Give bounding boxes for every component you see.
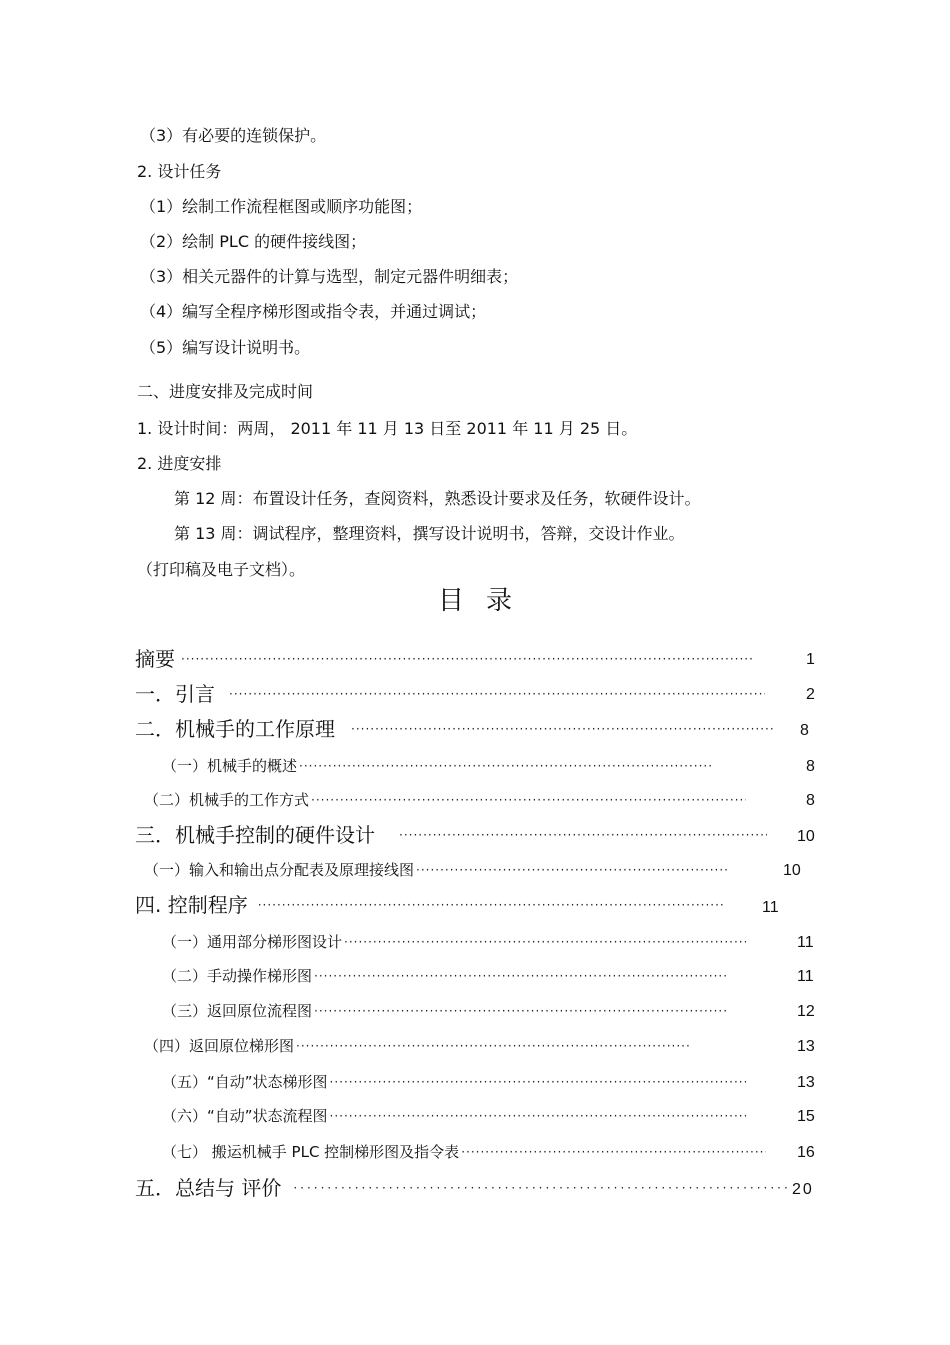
toc-entry-page: 8 — [806, 792, 815, 809]
toc-entry-page: 20 — [792, 1181, 814, 1198]
toc-entry-label: （二）机械手的工作方式 — [144, 791, 310, 809]
design-task-heading: 2. 设计任务 — [137, 162, 222, 181]
toc-entry-label: （四）返回原位梯形图 — [144, 1037, 295, 1055]
toc-entry-label: （三）返回原位流程图 — [162, 1002, 313, 1020]
toc-entry-label: （一）输入和输出点分配表及原理接线图 — [144, 861, 415, 879]
toc-entry-label: （五）“自动”状态梯形图 — [162, 1073, 328, 1091]
toc-entry — [162, 966, 728, 986]
toc-entry — [135, 647, 755, 671]
toc-entry-page: 8 — [800, 722, 809, 739]
toc-entry — [162, 1142, 766, 1162]
toc-dot-leader — [330, 1106, 746, 1126]
toc-entry-page: 11 — [797, 968, 814, 985]
toc-entry-page: 13 — [797, 1074, 815, 1091]
toc-dot-leader — [293, 1176, 791, 1200]
schedule-week-12: 第 12 周：布置设计任务，查阅资料，熟悉设计要求及任务，软硬件设计。 — [174, 489, 701, 508]
task-item-2-wiring: （2）绘制 PLC 的硬件接线图； — [140, 232, 367, 251]
toc-dot-leader — [258, 893, 725, 917]
toc-dot-leader — [344, 932, 746, 952]
toc-dot-leader — [330, 1072, 746, 1092]
toc-entry — [162, 756, 712, 776]
toc-entry — [144, 1036, 692, 1056]
task-item-3-interlock: （3）有必要的连锁保护。 — [140, 126, 327, 145]
toc-entry — [135, 893, 725, 917]
task-item-5-manual: （5）编写设计说明书。 — [140, 338, 311, 357]
toc-entry-page: 10 — [783, 862, 801, 879]
toc-entry — [162, 1072, 746, 1092]
toc-entry-label: （二）手动操作梯形图 — [162, 967, 313, 985]
toc-entry-label: 三．机械手控制的硬件设计 — [135, 823, 375, 847]
schedule-heading: 二、进度安排及完成时间 — [137, 382, 314, 401]
toc-entry-page: 13 — [797, 1038, 815, 1055]
toc-dot-leader — [314, 1001, 728, 1021]
schedule-week-13: 第 13 周：调试程序，整理资料，撰写设计说明书，答辩，交设计作业。 — [174, 524, 685, 543]
toc-dot-leader — [299, 756, 712, 776]
toc-entry — [162, 932, 746, 952]
toc-entry-label: （七） 搬运机械手 PLC 控制梯形图及指令表 — [162, 1143, 460, 1161]
toc-dot-leader — [229, 682, 765, 706]
toc-entry-page: 8 — [806, 758, 815, 775]
toc-title: 目录 — [437, 586, 534, 616]
toc-entry-page: 16 — [797, 1144, 815, 1161]
toc-entry — [144, 790, 746, 810]
toc-entry — [144, 860, 728, 880]
toc-dot-leader — [461, 1142, 766, 1162]
toc-dot-leader — [311, 790, 746, 810]
toc-dot-leader — [296, 1036, 692, 1056]
toc-dot-leader — [314, 966, 728, 986]
toc-dot-leader — [181, 647, 755, 671]
toc-entry-page: 11 — [797, 934, 814, 951]
toc-entry-label: 二．机械手的工作原理 — [135, 717, 335, 741]
toc-entry-label: （一）机械手的概述 — [162, 757, 298, 775]
toc-entry-label: 五．总结与 评价 — [135, 1176, 282, 1200]
toc-dot-leader — [351, 717, 773, 741]
toc-entry-label: （六）“自动”状态流程图 — [162, 1107, 328, 1125]
toc-entry — [135, 1176, 791, 1200]
toc-entry-page: 1 — [806, 651, 815, 668]
task-item-4-ladder: （4）编写全程序梯形图或指令表，并通过调试； — [140, 302, 487, 321]
toc-entry-page: 12 — [797, 1003, 815, 1020]
task-item-1-flowchart: （1）绘制工作流程框图或顺序功能图； — [140, 197, 423, 216]
toc-entry-label: 一．引言 — [135, 682, 215, 706]
toc-dot-leader — [399, 823, 767, 847]
toc-entry — [162, 1106, 746, 1126]
task-item-3-components: （3）相关元器件的计算与选型，制定元器件明细表； — [140, 267, 519, 286]
toc-dot-leader — [416, 860, 728, 880]
toc-entry — [135, 823, 767, 847]
toc-entry-label: 摘要 — [135, 647, 175, 671]
toc-entry — [162, 1001, 728, 1021]
toc-entry — [135, 717, 773, 741]
toc-entry-page: 11 — [762, 899, 779, 916]
toc-entry-page: 2 — [806, 686, 815, 703]
toc-entry — [135, 682, 765, 706]
schedule-arrange-heading: 2. 进度安排 — [137, 454, 222, 473]
schedule-note: （打印稿及电子文档）。 — [137, 560, 306, 579]
schedule-time-line: 1. 设计时间：两周， 2011 年 11 月 13 日至 2011 年 11 月 25 日。 — [137, 419, 638, 438]
toc-entry-page: 10 — [797, 828, 815, 845]
toc-entry-label: 四. 控制程序 — [135, 893, 248, 917]
toc-entry-label: （一）通用部分梯形图设计 — [162, 933, 343, 951]
toc-entry-page: 15 — [797, 1108, 815, 1125]
